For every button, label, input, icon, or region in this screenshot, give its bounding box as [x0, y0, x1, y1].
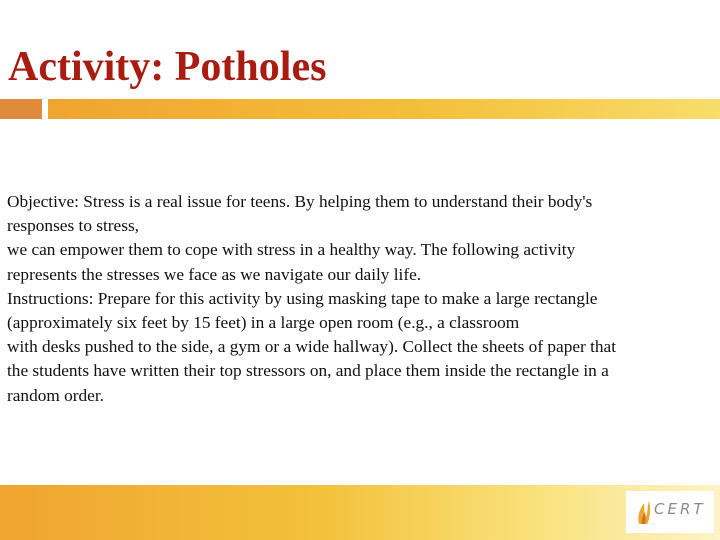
logo-text: CERT [654, 500, 706, 518]
slide-title: Activity: Potholes [8, 44, 327, 90]
body-line: Instructions: Prepare for this activity by using masking tape to make a large rectangle [7, 288, 598, 308]
body-line: random order. [7, 385, 104, 405]
body-line: (approximately six feet by 15 feet) in a large open room (e.g., a classroom [7, 313, 520, 333]
body-text [7, 190, 715, 408]
body-line: we can empower them to cope with stress in a healthy way. The following activity [7, 240, 576, 260]
body-line: the students have written their top stressors on, and place them inside the rectangle in a [7, 361, 609, 381]
body-line: Objective: Stress is a real issue for teens. By helping them to understand their body's [7, 192, 593, 211]
body-line: with desks pushed to the side, a gym or a wide hallway). Collect the sheets of paper that [7, 337, 617, 357]
accent-square [0, 99, 42, 119]
body-line: responses to stress, [7, 216, 139, 236]
footer-bar [0, 485, 720, 540]
accent-bar [48, 99, 720, 119]
logo-flame-icon [636, 495, 652, 525]
body-line: represents the stresses we face as we navigate our daily life. [7, 264, 422, 284]
